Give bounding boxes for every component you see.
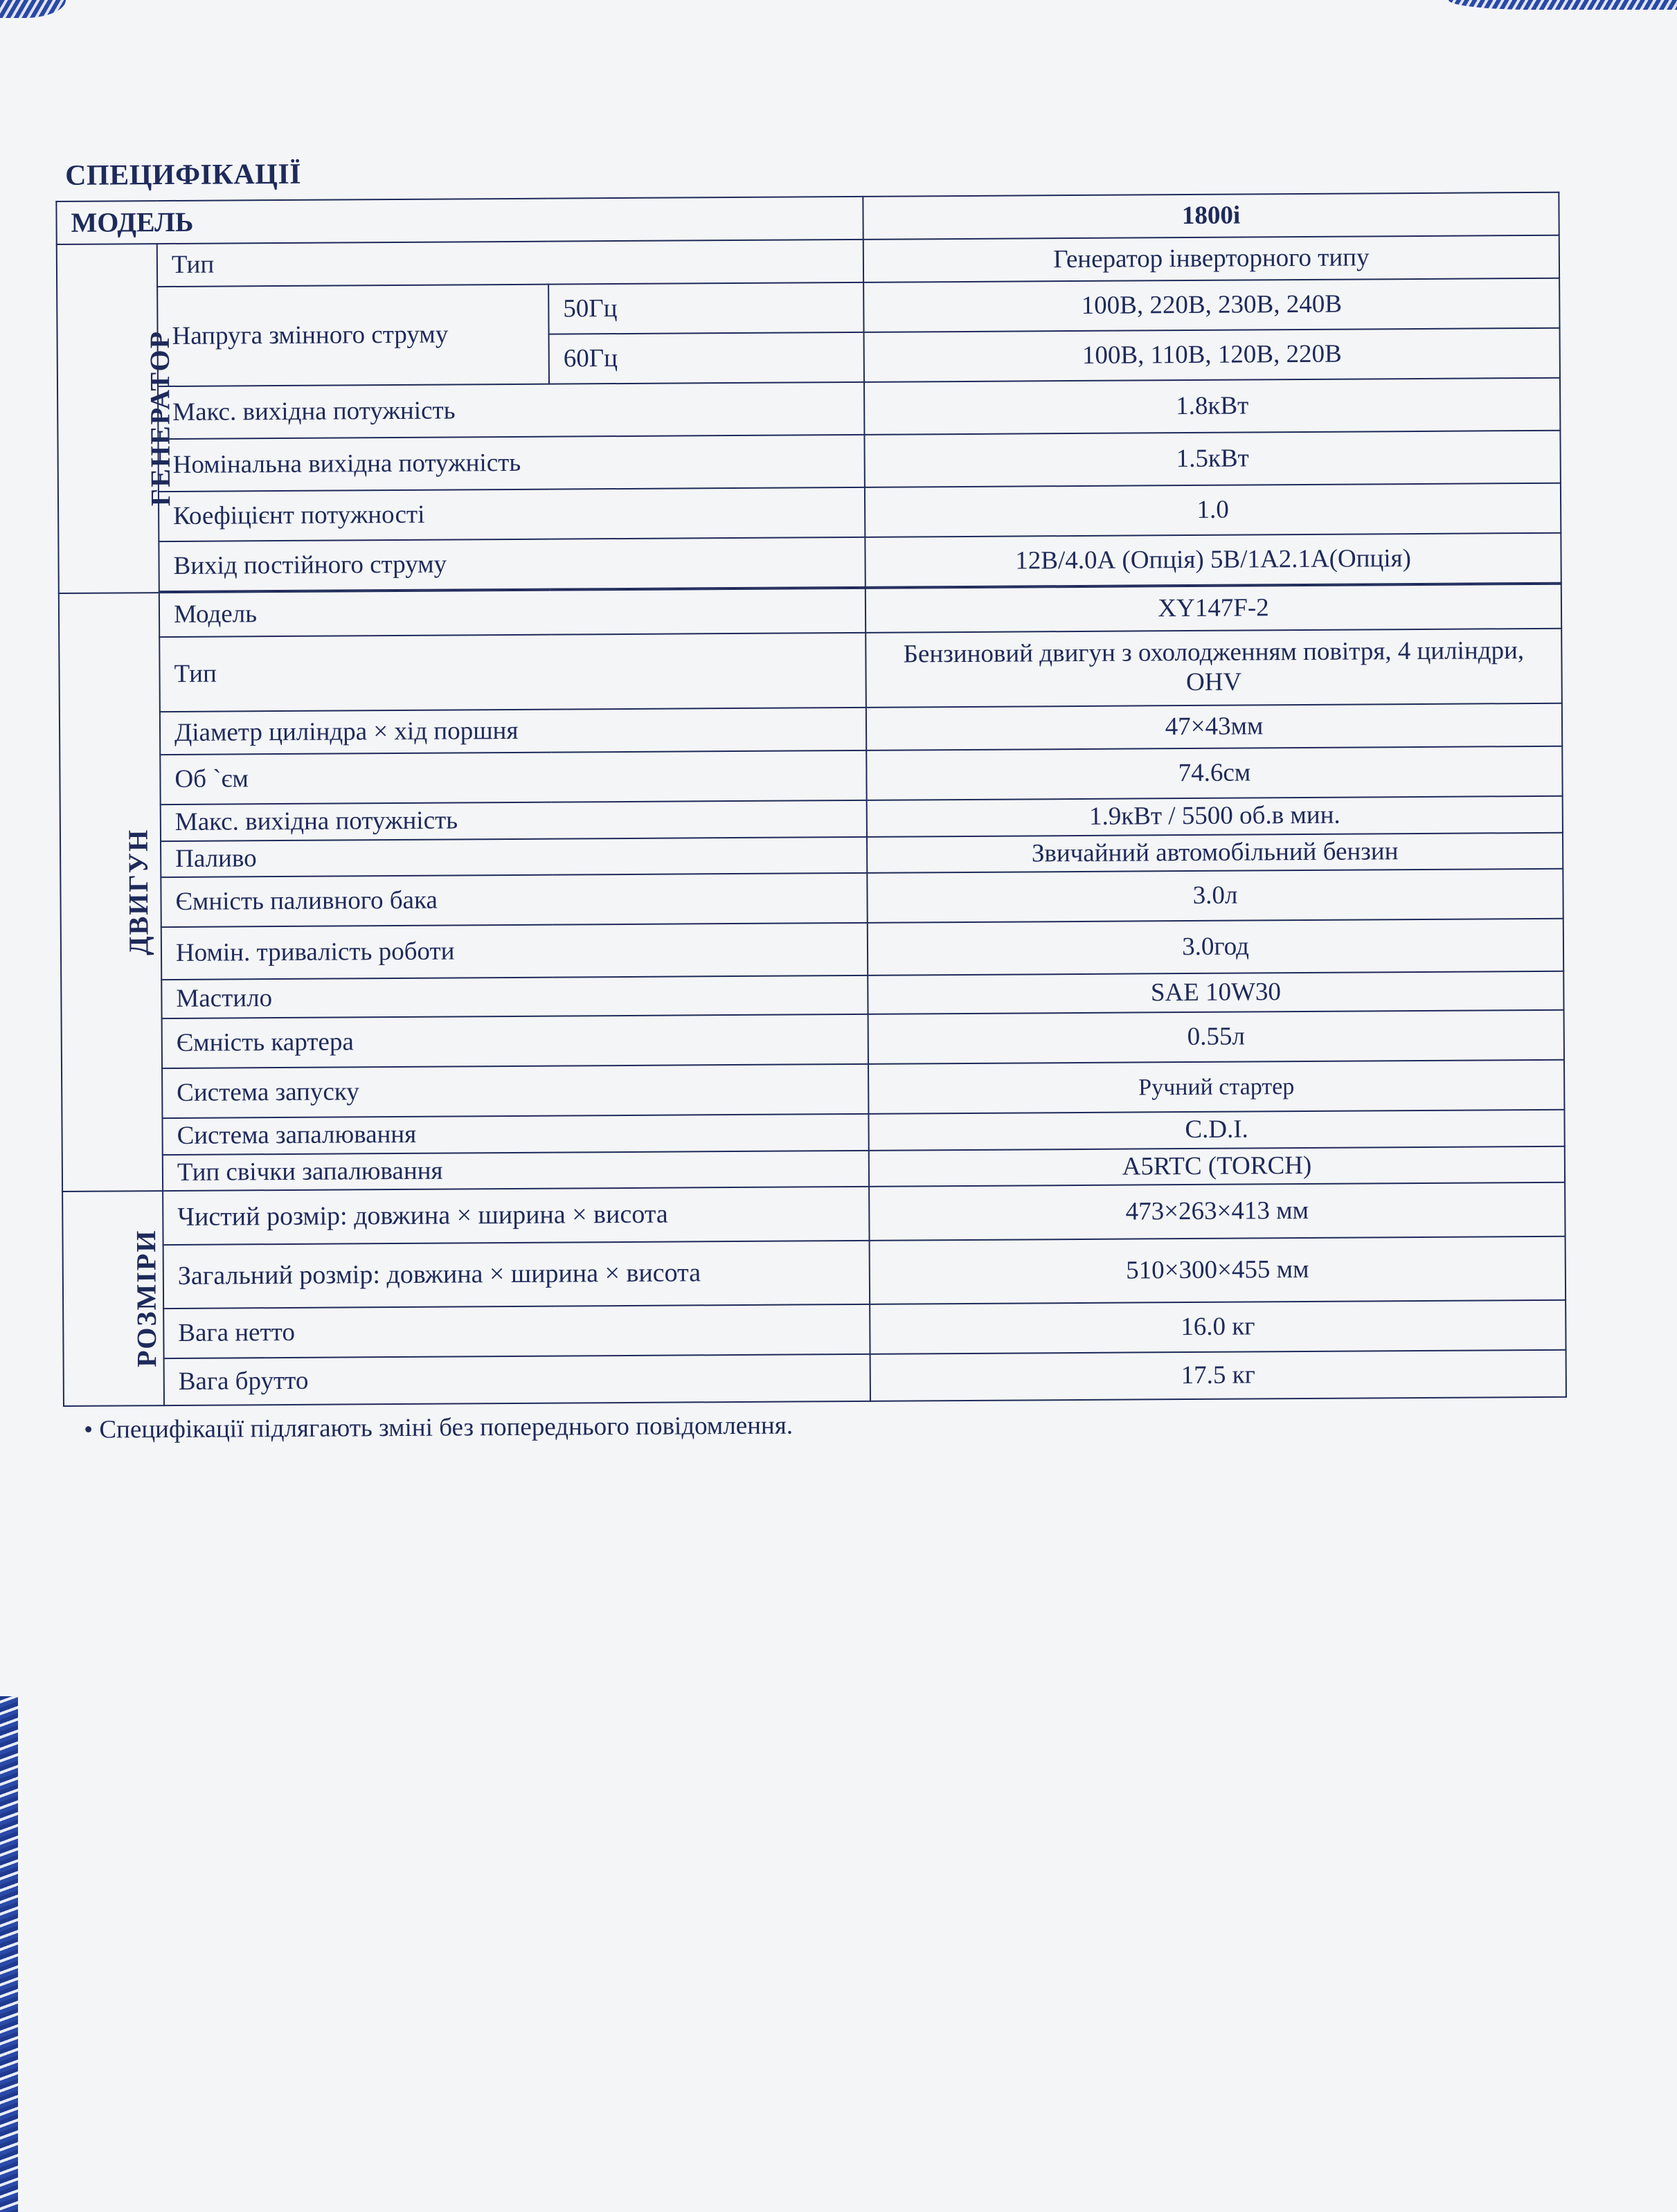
table-row (60, 869, 1563, 928)
row-label: Вага брутто (164, 1354, 870, 1405)
row-label: Чистий розмір: довжина × ширина × висота (163, 1187, 869, 1245)
row-label: Коефіцієнт потужності (159, 487, 865, 541)
row-label: Тип (157, 240, 863, 287)
table-row (57, 378, 1560, 440)
table-row (60, 746, 1562, 805)
table-row (63, 1237, 1566, 1309)
row-value: A5RTC (TORCH) (869, 1146, 1565, 1187)
row-value: Генератор інверторного типу (863, 235, 1559, 282)
row-value: Звичайний автомобільний бензин (867, 832, 1563, 873)
model-header-label: МОДЕЛЬ (56, 197, 863, 244)
row-value: 12В/4.0А (Опція) 5В/1А2.1А(Опція) (865, 533, 1561, 587)
table-row (62, 1010, 1564, 1069)
row-label: Загальний розмір: довжина × ширина × висота (163, 1241, 870, 1309)
table-row (64, 1350, 1566, 1406)
row-value: 17.5 кг (870, 1350, 1566, 1401)
row-label: Паливо (161, 836, 867, 877)
table-row (57, 431, 1560, 492)
row-label: Тип свічки запалювання (163, 1150, 869, 1191)
fabric-edge-left (0, 1696, 18, 2212)
row-value: 1.0 (865, 483, 1561, 537)
row-value: 473×263×413 мм (869, 1183, 1565, 1241)
row-label: Номінальна вихідна потужність (158, 435, 864, 492)
fabric-edge-top-right (1449, 0, 1677, 10)
row-label: Напруга змінного струму (157, 285, 549, 386)
row-value: 100В, 220В, 230В, 240В (863, 278, 1559, 332)
table-row (61, 919, 1563, 980)
row-label: Мастило (161, 975, 868, 1018)
row-value: 0.55л (868, 1010, 1564, 1064)
row-value: C.D.I. (868, 1110, 1564, 1151)
row-value: 74.6см (866, 746, 1562, 800)
row-value: 3.0год (868, 919, 1563, 975)
row-label: Номін. тривалість роботи (161, 923, 868, 980)
table-row (62, 1060, 1564, 1119)
row-value: 100В, 110В, 120В, 220В (864, 328, 1560, 382)
row-label: Макс. вихідна потужність (158, 382, 864, 439)
row-value: 510×300×455 мм (870, 1237, 1566, 1304)
row-value: 3.0л (867, 869, 1563, 923)
row-label: Вихід постійного струму (159, 537, 865, 591)
row-label: Вага нетто (163, 1304, 870, 1358)
row-value: Ручний стартер (868, 1060, 1564, 1114)
row-label: Тип (159, 633, 866, 712)
model-header-value: 1800i (863, 192, 1559, 240)
table-row (59, 629, 1562, 712)
row-value: 1.8кВт (864, 378, 1560, 435)
row-value: 47×43мм (866, 703, 1562, 750)
row-label: Макс. вихідна потужність (161, 800, 867, 841)
table-row (62, 1183, 1565, 1246)
row-label: Система запуску (162, 1064, 868, 1118)
freq-label: 50Гц (548, 282, 863, 334)
row-value: 16.0 кг (870, 1300, 1566, 1354)
row-label: Модель (159, 588, 866, 637)
row-value: XY147F-2 (866, 584, 1561, 633)
table-row (58, 483, 1561, 542)
table-row (57, 278, 1559, 337)
page-title: СПЕЦИФІКАЦІЇ (65, 158, 302, 192)
section-engine: ДВИГУН (59, 593, 163, 1192)
footnote: • Специфікації підлягають зміні без попереднього повідомлення. (84, 1411, 793, 1444)
row-label: Об `єм (160, 750, 866, 804)
row-value: 1.9кВт / 5500 об.в мин. (867, 796, 1563, 837)
row-label: Ємність картера (162, 1014, 868, 1068)
section-generator: ГЕНЕРАТОР (57, 244, 159, 593)
row-value: 1.5кВт (864, 431, 1560, 487)
spec-table (55, 192, 1567, 1407)
section-dimensions: РОЗМІРИ (62, 1191, 164, 1406)
row-value: Бензиновий двигун з охолодженням повітря, 4 циліндри, OHV (866, 629, 1562, 708)
freq-label: 60Гц (549, 332, 864, 384)
row-label: Система запалювання (162, 1114, 868, 1155)
table-row (63, 1300, 1566, 1359)
table-row (58, 533, 1561, 592)
row-label: Діаметр циліндра × хід поршня (160, 708, 866, 755)
spec-sheet (55, 150, 1586, 1446)
row-label: Ємність паливного бака (161, 873, 867, 927)
row-value: SAE 10W30 (868, 971, 1563, 1014)
fabric-edge-top-left (0, 0, 66, 18)
